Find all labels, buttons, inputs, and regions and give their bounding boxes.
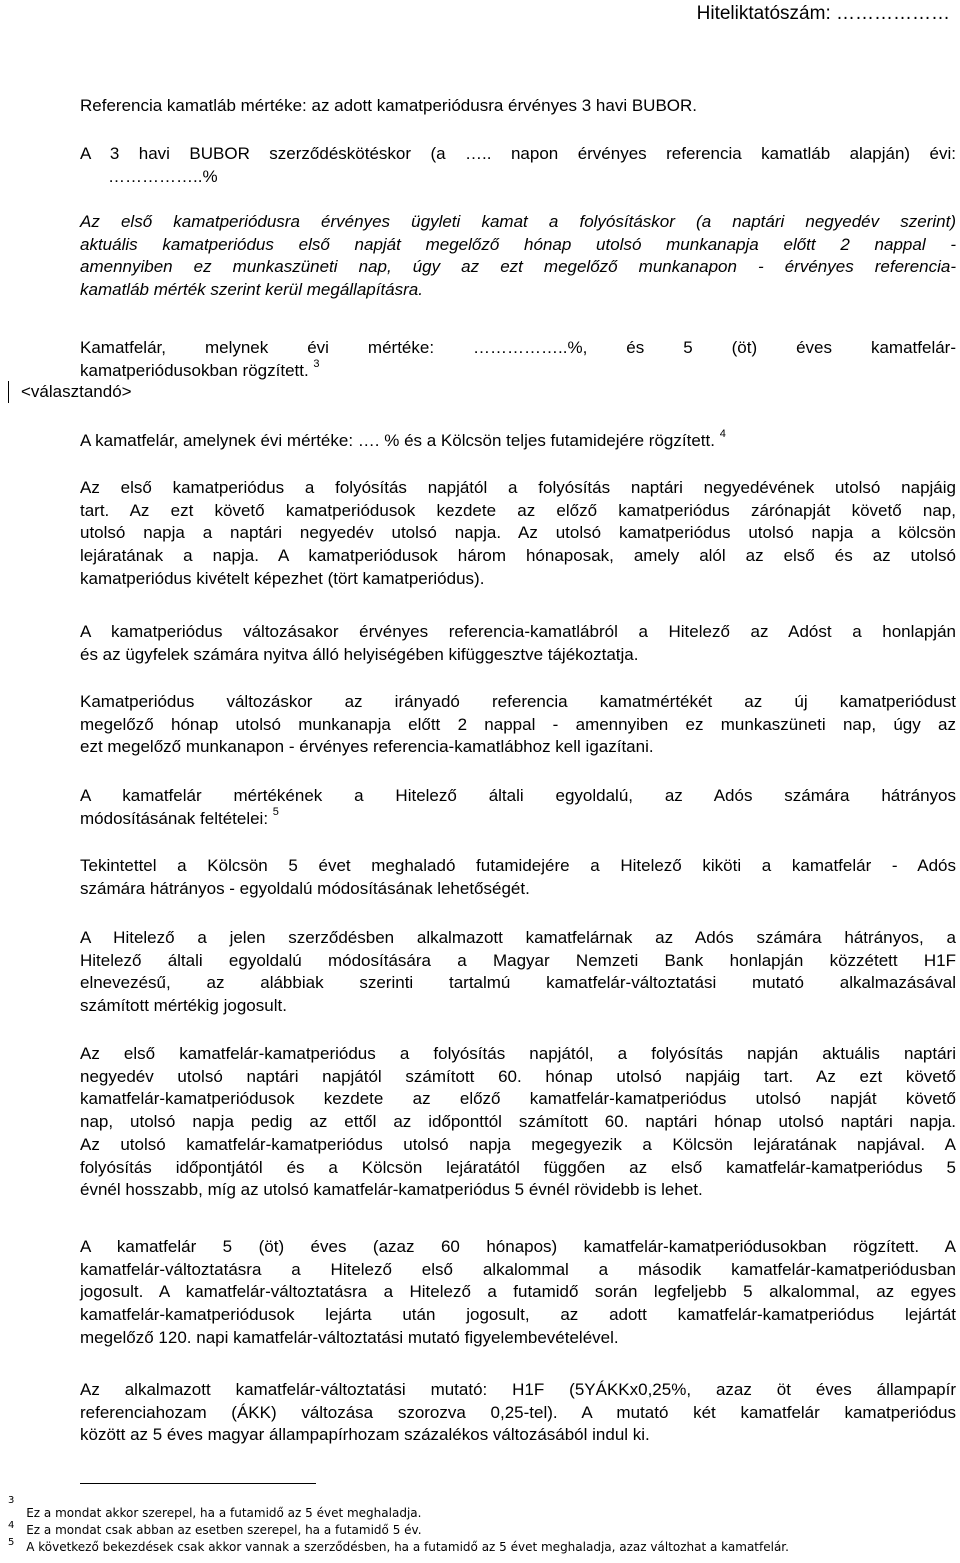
text-line <box>80 360 956 383</box>
footnote-number: 4 <box>8 1520 15 1531</box>
applied-indicator-paragraph <box>80 1379 956 1447</box>
text-line: negyedév utolsó naptári napjától számított 60. hónap utolsó napjáig tart. Az ezt követő <box>80 1066 956 1086</box>
text-fragment: kamatperiódusokban rögzített. <box>80 360 309 380</box>
footnote-ref: 5 <box>272 806 279 819</box>
h1f-indicator-paragraph <box>80 927 956 1018</box>
text-line: folyósítás időpontjától és a Kölcsön lejáratától függően az első kamatfelár-kamatperiódus 5 <box>80 1157 956 1177</box>
text-line: Kamatfelár, melynek évi mértéke: ……………..%, és 5 (öt) éves kamatfelár- <box>80 338 956 357</box>
text-line: kamatfelár-kamatperiódusok lejárta után jogosult, az adott kamatfelár-kamatperiódus lejártát <box>80 1305 956 1325</box>
choose-option-field[interactable]: <választandó> <box>8 381 132 403</box>
text-line: utolsó napja a naptári negyedév utolsó napja. Az utolsó kamatperiódus utolsó napja a kölcsön <box>80 523 956 543</box>
bubor-line-2: ……………..% <box>108 166 218 186</box>
rate-adjustment-paragraph <box>80 691 956 759</box>
footnote-text: Ez a mondat csak abban az esetben szerepel, ha a futamidő 5 év. <box>26 1523 422 1537</box>
text-line: megelőző 120. napi kamatfelár-változtatási mutató figyelembevételével. <box>80 1327 619 1347</box>
text-line: kamatláb mérték szerint kerül megállapításra. <box>80 280 423 300</box>
text-line: Kamatperiódus változáskor az irányadó referencia kamatmértékét az új kamatperiódust <box>80 692 956 711</box>
text-line: számított mértékig jogosult. <box>80 996 287 1016</box>
text-line: Az utolsó kamatfelár-kamatperiódus utolsó napja megegyezik a Kölcsön lejáratának napjával. A <box>80 1134 956 1154</box>
fixed-margin-line <box>80 430 956 453</box>
footnote-4 <box>8 1520 422 1537</box>
text-line: között az 5 éves magyar állampapírhozam százalékos változásából indul ki. <box>80 1425 650 1445</box>
text-line: számára hátrányos - egyoldalú módosításának lehetőségét. <box>80 878 530 898</box>
footnote-5 <box>8 1537 789 1554</box>
text-line: kamatfelár-kamatperiódusok kezdete az előző kamatfelár-kamatperiódus utolsó napját követő <box>80 1089 956 1109</box>
text-line: és az ügyfelek számára nyitva álló helyiségében kifüggesztve tájékoztatja. <box>80 644 639 664</box>
text-line: jogosult. A kamatfelár-változtatásra a Hitelező a futamidő során legfeljebb 5 alkalommal, az egyes <box>80 1282 956 1302</box>
text-line <box>80 808 956 831</box>
text-line: tart. Az ezt követő kamatperiódusok kezdete az előző kamatperiódus zárónapját követő nap, <box>80 500 956 520</box>
text-line: lejáratának a napja. A kamatperiódusok három hónaposak, amely alól az első és az utolsó <box>80 546 956 566</box>
footnote-number: 5 <box>8 1537 15 1548</box>
reference-rate-line: Referencia kamatláb mértéke: az adott kamatperiódusra érvényes 3 havi BUBOR. <box>80 96 698 115</box>
first-period-interest-paragraph <box>80 211 956 302</box>
interest-period-paragraph <box>80 477 956 591</box>
text-fragment: A kamatfelár, amelynek évi mértéke: …. % és a Kölcsön teljes futamidejére rögzített. <box>80 431 715 450</box>
margin-paragraph <box>80 337 956 382</box>
text-line: megelőző hónap utolsó munkanapja előtt 2 nappal - amennyiben ez munkaszüneti nap, úgy az <box>80 714 956 734</box>
footnote-3 <box>8 1495 422 1520</box>
text-line: A kamatfelár 5 (öt) éves (azaz 60 hónapos) kamatfelár-kamatperiódusokban rögzített. A <box>80 1237 956 1256</box>
footnote-text: Ez a mondat akkor szerepel, ha a futamidő az 5 évet meghaladja. <box>26 1506 422 1520</box>
bubor-paragraph <box>80 143 956 188</box>
text-line: A Hitelező a jelen szerződésben alkalmazott kamatfelárnak az Adós számára hátrányos, a <box>80 928 956 947</box>
text-line: Hitelező általi egyoldalú módosítására a Magyar Nemzeti Bank honlapján közzétett H1F <box>80 950 956 970</box>
text-line: Az első kamatperiódusra érvényes ügyleti kamat a folyósításkor (a naptári negyedév szerint) <box>80 212 956 231</box>
text-line: referenciahozam (ÁKK) változása szorozva 0,25-tel). A mutató két kamatfelár kamatperiódus <box>80 1402 956 1422</box>
text-line: kamatperiódus kivételt képezhet (tört kamatperiódus). <box>80 568 485 588</box>
footnote-number: 3 <box>8 1495 15 1506</box>
text-line: Az első kamatperiódus a folyósítás napjától a folyósítás naptári negyedévének utolsó napjáig <box>80 478 956 497</box>
text-line: évnél hosszabb, míg az utolsó kamatfelár-kamatperiódus 5 évnél rövidebb is lehet. <box>80 1180 703 1200</box>
footnote-text: A következő bekezdések csak akkor vannak a szerződésben, ha a futamidő az 5 évet meghaladja, azaz változhat a kamatfelár. <box>26 1540 789 1554</box>
text-line: ezt megelőző munkanapon - érvényes referencia-kamatlábhoz kell igazítani. <box>80 737 654 757</box>
footnote-ref: 4 <box>719 428 726 441</box>
text-line: aktuális kamatperiódus első napját megelőző hónap utolsó munkanapja előtt 2 nappal - <box>80 234 956 254</box>
bubor-line-1: A 3 havi BUBOR szerződéskötéskor (a ….. napon érvényes referencia kamatláb alapján) évi: <box>80 144 956 163</box>
text-line: Tekintettel a Kölcsön 5 évet meghaladó futamidejére a Hitelező kiköti a kamatfelár - Adós <box>80 856 956 875</box>
margin-change-conditions-paragraph <box>80 785 956 830</box>
text-line: Az első kamatfelár-kamatperiódus a folyósítás napjától, a folyósítás napján aktuális naptári <box>80 1044 956 1063</box>
footnote-divider <box>80 1483 316 1484</box>
unilateral-right-paragraph <box>80 855 956 900</box>
notification-paragraph <box>80 621 956 666</box>
text-fragment: módosításának feltételei: <box>80 808 269 828</box>
text-line: amennyiben ez munkaszüneti nap, úgy az ezt megelőző munkanapon - érvényes referencia- <box>80 257 956 277</box>
text-line: nap, utolsó napja pedig az ettől az időponttól számított 60. naptári hónap utolsó naptári napja. <box>80 1112 956 1132</box>
text-line: A kamatperiódus változásakor érvényes referencia-kamatlábról a Hitelező az Adóst a honlapján <box>80 622 956 641</box>
page-header: Hiteliktatószám: ……………… <box>696 3 950 24</box>
text-line: kamatfelár-változtatásra a Hitelező első alkalommal a második kamatfelár-kamatperiódusban <box>80 1259 956 1279</box>
text-line: Az alkalmazott kamatfelár-változtatási mutató: H1F (5YÁKKx0,25%, azaz öt éves állampapír <box>80 1380 956 1399</box>
text-line: A kamatfelár mértékének a Hitelező általi egyoldalú, az Adós számára hátrányos <box>80 786 956 805</box>
footnote-ref: 3 <box>313 358 320 371</box>
margin-fixed-5-years-paragraph <box>80 1236 956 1350</box>
margin-period-paragraph <box>80 1043 956 1202</box>
text-line: elnevezésű, az alábbiak szerinti tartalmú kamatfelár-változtatási mutató alkalmazásával <box>80 973 956 993</box>
